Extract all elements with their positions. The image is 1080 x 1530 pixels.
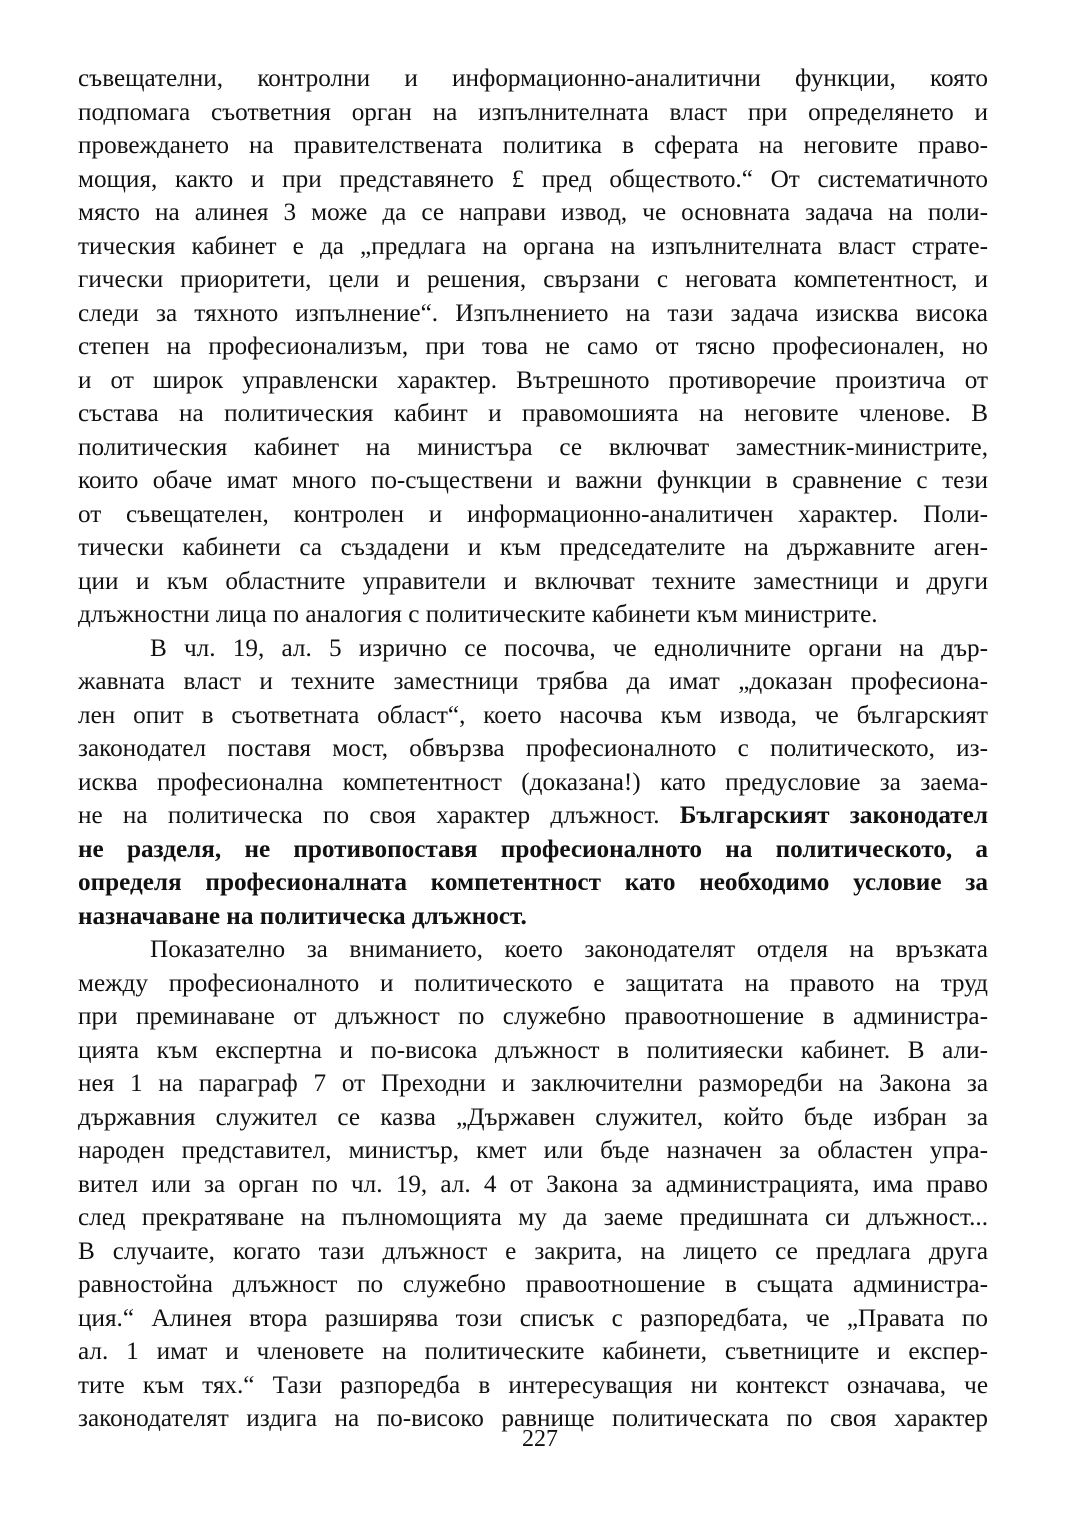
text-line: степен на професионализъм, при това не само от тясно професионален, но [78, 333, 988, 360]
text-line: тите към тях.“ Тази разпоредба в интересуващия ни контекст означава, че [78, 1371, 988, 1399]
text-line: нея 1 на параграф 7 от Преходни и заключителни разморедби на Закона за [78, 1070, 988, 1097]
text-line: и от широк управленски характер. Вътрешното противоречие произтича от [78, 366, 988, 394]
text-line: от съвещателен, контролен и информационно-аналитичен характер. Поли- [78, 500, 988, 528]
text-line: законодателят издига на по-високо равнище политическата по своя характер [78, 1405, 988, 1432]
paragraph-1 [78, 62, 988, 632]
paragraph-3 [78, 933, 988, 1436]
text-line: тическия кабинет е да „предлага на органа на изпълнителната власт страте- [78, 232, 988, 260]
page-number: 227 [522, 1426, 558, 1452]
text-line: между професионалното и политическото е защитата на правото на труд [78, 969, 988, 997]
bold-text-line: определя професионалната компетентност като необходимо условие за [78, 869, 988, 896]
text-line: вител или за орган по чл. 19, ал. 4 от Закона за администрацията, има право [78, 1170, 988, 1198]
bold-text-line: не разделя, не противопоставя професионалното на политическото, а [78, 835, 988, 863]
text-line: държавния служител се казва „Държавен служител, който бъде избран за [78, 1103, 988, 1131]
text-line: провеждането на правителствената политика в сферата на неговите право- [78, 132, 988, 159]
text-line: след прекратяване на пълномощията му да заеме предишната си длъжност... [78, 1204, 988, 1231]
text-segment: не на политическа по своя характер длъжност. [78, 802, 680, 829]
text-line: подпомага съответния орган на изпълнителната власт при определянето и [78, 98, 988, 126]
text-line: следи за тяхното изпълнение“. Изпълнението на тази задача изисква висока [78, 299, 988, 327]
paragraph-2 [78, 632, 988, 934]
text-line: лен опит в съответната област“, което насочва към извода, че българският [78, 701, 988, 729]
text-line-mixed [78, 799, 988, 833]
text-line: които обаче имат много по-съществени и важни функции в сравнение с тези [78, 467, 988, 494]
text-line: място на алинея 3 може да се направи извод, че основната задача на поли- [78, 199, 988, 226]
text-line: ция.“ Алинея втора разширява този списък с разпоредбата, че „Правата по [78, 1304, 988, 1332]
text-line: гически приоритети, цели и решения, свързани с неговата компетентност, и [78, 266, 988, 293]
text-line: политическия кабинет на министъра се включват заместник-министрите, [78, 433, 988, 461]
text-line: длъжностни лица по аналогия с политическите кабинети към министрите. [78, 601, 878, 628]
text-line: мощия, както и при представянето £ пред обществото.“ От систематичното [78, 165, 988, 193]
bold-text-line: назначаване на политическа длъжност. [78, 902, 527, 930]
text-line: народен представител, министър, кмет или бъде назначен за областен упра- [78, 1137, 988, 1164]
text-line: равностойна длъжност по служебно правоотношение в същата администра- [78, 1271, 988, 1298]
text-line: жавната власт и техните заместници трябва да имат „доказан професиона- [78, 668, 988, 695]
bold-text-segment: Българският законодател [679, 802, 988, 829]
text-line: законодател поставя мост, обвързва професионалното с политическото, из- [78, 735, 988, 762]
text-line: цията към експертна и по-висока длъжност в политияески кабинет. В али- [78, 1036, 988, 1064]
text-line: В чл. 19, ал. 5 изрично се посочва, че едноличните органи на дър- [150, 634, 988, 662]
text-line: Показателно за вниманието, което законодателят отделя на връзката [150, 936, 988, 963]
text-line: ал. 1 имат и членовете на политическите кабинети, съветниците и експер- [78, 1338, 988, 1365]
text-line: при преминаване от длъжност по служебно правоотношение в администра- [78, 1003, 988, 1030]
text-line: исква професионална компетентност (доказана!) като предусловие за заема- [78, 768, 988, 796]
text-line: тически кабинети са създадени и към председателите на държавните аген- [78, 534, 988, 561]
text-line: съвещателни, контролни и информационно-аналитични функции, която [78, 65, 988, 92]
text-line: състава на политическия кабинт и правомошията на неговите членове. В [78, 400, 988, 427]
document-body [78, 62, 988, 1436]
text-line: В случаите, когато тази длъжност е закрита, на лицето се предлага друга [78, 1237, 988, 1265]
text-line: ции и към областните управители и включват техните заместници и други [78, 567, 988, 595]
